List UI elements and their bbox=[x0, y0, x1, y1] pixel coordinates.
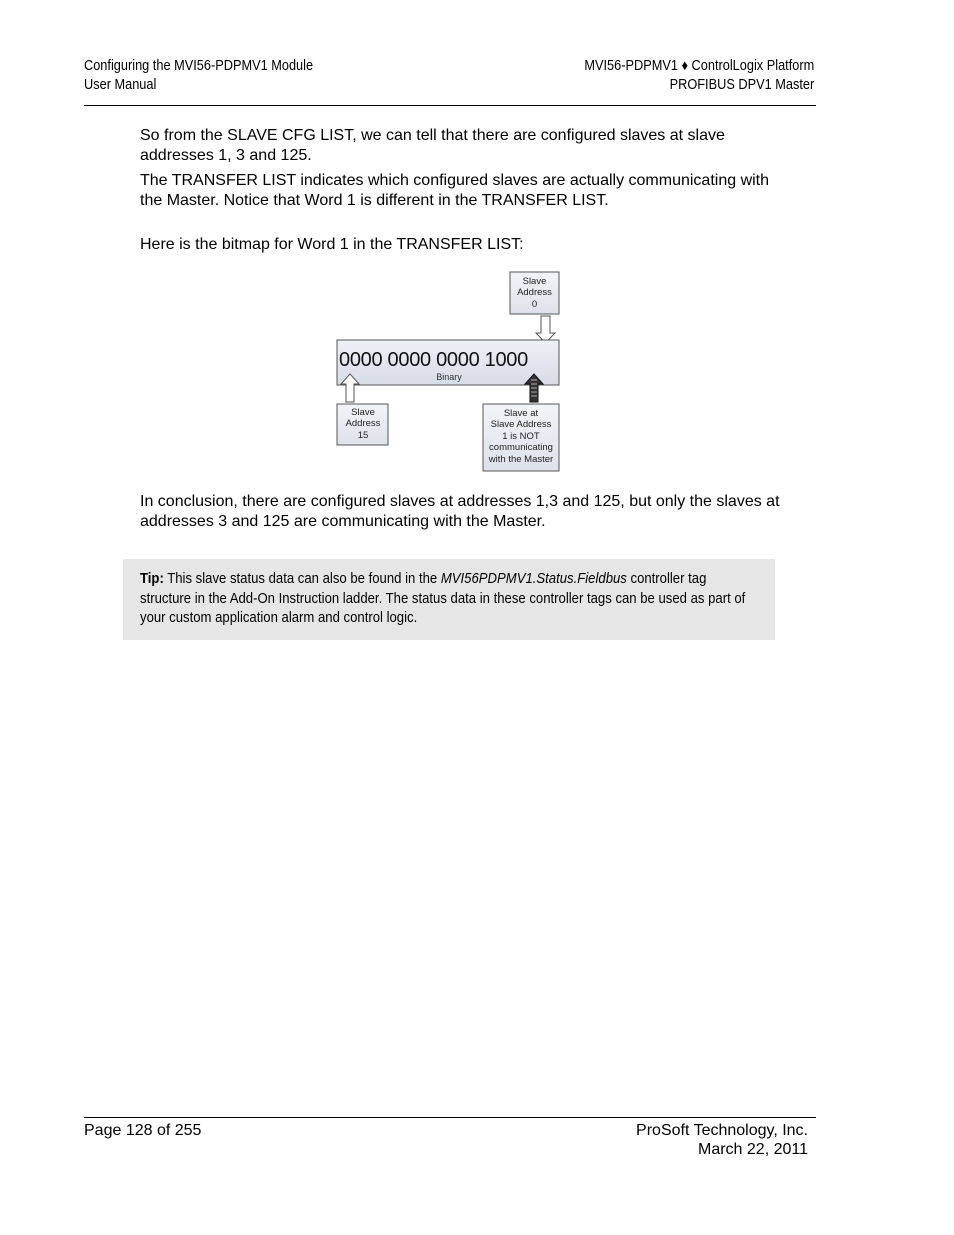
footer-page-number: Page 128 of 255 bbox=[84, 1122, 202, 1139]
paragraph-transfer-list: The TRANSFER LIST indicates which configured slaves are actually communicating with the Master. Notice that Word 1 is different in the TRANSFER LIST. bbox=[140, 172, 770, 209]
paragraph-slave-cfg: So from the SLAVE CFG LIST, we can tell that there are configured slaves at slave addresses 1, 3 and 125. bbox=[140, 127, 725, 164]
footer-divider bbox=[84, 1117, 816, 1118]
binary-value: 0000 0000 0000 1000 bbox=[339, 349, 528, 371]
header-product: MVI56-PDPMV1 ♦ ControlLogix Platform bbox=[584, 58, 814, 74]
footer-right bbox=[636, 1121, 808, 1159]
header-divider bbox=[84, 105, 816, 106]
label-slave-address-15: Slave Address 15 bbox=[345, 407, 381, 441]
label-slave-address-0: Slave Address 0 bbox=[517, 276, 552, 310]
paragraph-conclusion: In conclusion, there are configured slaves at addresses 1,3 and 125, but only the slaves at addresses 3 and 125 are communicating with the Master. bbox=[140, 493, 780, 530]
header-protocol: PROFIBUS DPV1 Master bbox=[669, 77, 814, 93]
footer-company: ProSoft Technology, Inc. bbox=[636, 1122, 808, 1139]
label-slave-address-1: Slave at Slave Address 1 is NOT communicating with the Master bbox=[488, 408, 554, 465]
tip-text: Tip: This slave status data can also be found in the MVI56PDPMV1.Status.Fieldbus controller tag structure in the Add-On Instruction ladder. The status data in these controller tags can be used as part of your custom application alarm and control logic. bbox=[140, 570, 746, 626]
tip-box bbox=[123, 559, 775, 640]
arrow-down-icon bbox=[536, 316, 555, 343]
tip-label: Tip: bbox=[140, 570, 164, 587]
header-right bbox=[584, 57, 814, 95]
tip-tag-path: MVI56PDPMV1.Status.Fieldbus bbox=[440, 570, 627, 587]
footer-date: March 22, 2011 bbox=[698, 1141, 808, 1158]
header-left bbox=[84, 57, 313, 95]
bitmap-diagram bbox=[330, 268, 570, 478]
binary-caption: Binary bbox=[436, 372, 462, 382]
header-doc-section: Configuring the MVI56-PDPMV1 Module bbox=[84, 58, 314, 74]
header-doc-type: User Manual bbox=[84, 77, 157, 93]
paragraph-bitmap-intro: Here is the bitmap for Word 1 in the TRANSFER LIST: bbox=[140, 236, 524, 253]
